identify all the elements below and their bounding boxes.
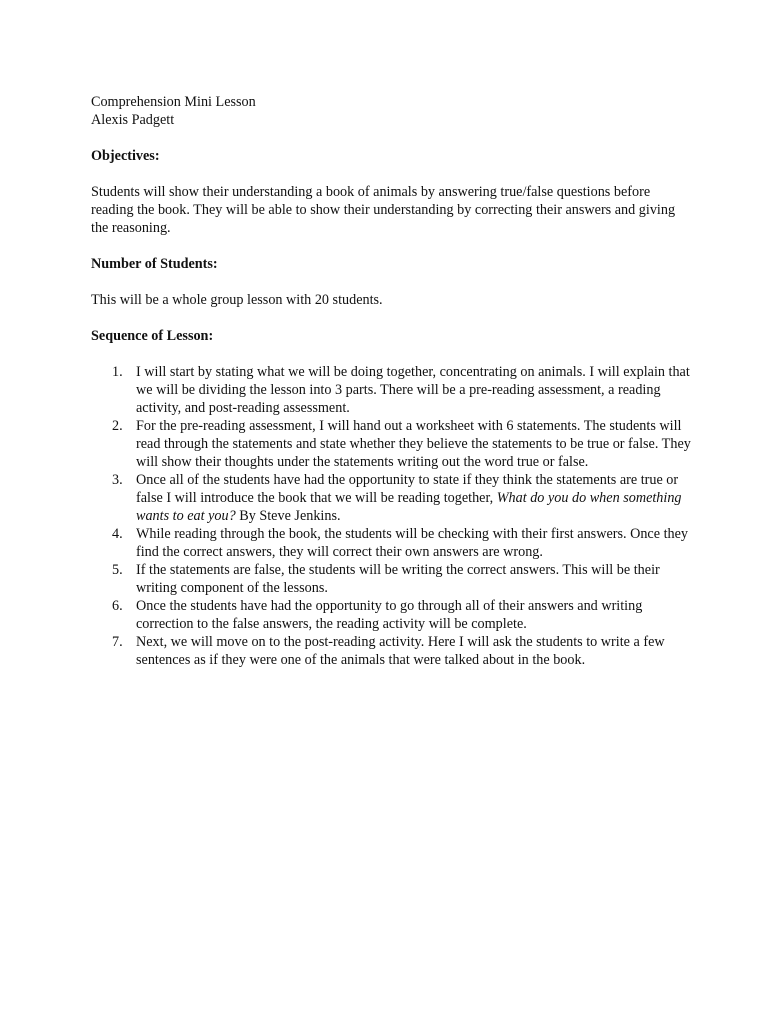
list-item [91, 633, 691, 669]
list-item [91, 561, 691, 597]
list-item-number: 6. [112, 598, 123, 614]
list-item-text [136, 471, 691, 525]
list-item-text: Next, we will move on to the post-reading activity. Here I will ask the students to write a few sentences as if they were one of the animals that were talked about in the book. [136, 634, 665, 668]
list-item-text: While reading through the book, the students will be checking with their first answers. Once they find the correct answers, they will correct their own answers are wrong. [136, 526, 688, 560]
list-item-text-part: By Steve Jenkins. [235, 508, 341, 524]
list-item-text-part: Once all of the students have had the opportunity to state if they think the statements are true or false I will introduce the book that we will be reading together, [136, 472, 679, 506]
list-item-text: For the pre-reading assessment, I will hand out a worksheet with 6 statements. The students will read through the statements and state whether they believe the statements to be true or false. They will show their thoughts under the statements writing out the word true or false. [136, 418, 691, 470]
list-item [91, 597, 691, 633]
objectives-heading: Objectives: [91, 148, 160, 164]
author-name: Alexis Padgett [91, 112, 175, 128]
book-title: What do you do when something wants to eat you? [136, 490, 682, 524]
list-item-number: 5. [112, 562, 123, 578]
list-item-number: 7. [112, 634, 123, 650]
list-item-number: 1. [112, 364, 123, 380]
objectives-text: Students will show their understanding a book of animals by answering true/false questions before reading the book. They will be able to show their understanding by correcting their answers and giving the reasoning. [91, 184, 676, 236]
number-of-students-heading: Number of Students: [91, 256, 218, 272]
list-item-number: 4. [112, 526, 123, 542]
list-item [91, 363, 691, 417]
list-item-number: 2. [112, 418, 123, 434]
list-item-text: If the statements are false, the students will be writing the correct answers. This will be their writing component of the lessons. [136, 562, 660, 596]
list-item-number: 3. [112, 472, 123, 488]
list-item [91, 525, 691, 561]
document-title: Comprehension Mini Lesson [91, 94, 256, 110]
list-item [91, 417, 691, 471]
number-of-students-text: This will be a whole group lesson with 20 students. [91, 292, 383, 308]
list-item-text: Once the students have had the opportunity to go through all of their answers and writing correction to the false answers, the reading activity will be complete. [136, 598, 643, 632]
list-item-text: I will start by stating what we will be doing together, concentrating on animals. I will explain that we will be dividing the lesson into 3 parts. There will be a pre-reading assessment, a reading activity, and post-reading assessment. [136, 364, 690, 416]
document-body [91, 93, 691, 669]
list-item [91, 471, 691, 525]
sequence-list [91, 363, 691, 669]
sequence-heading: Sequence of Lesson: [91, 328, 214, 344]
